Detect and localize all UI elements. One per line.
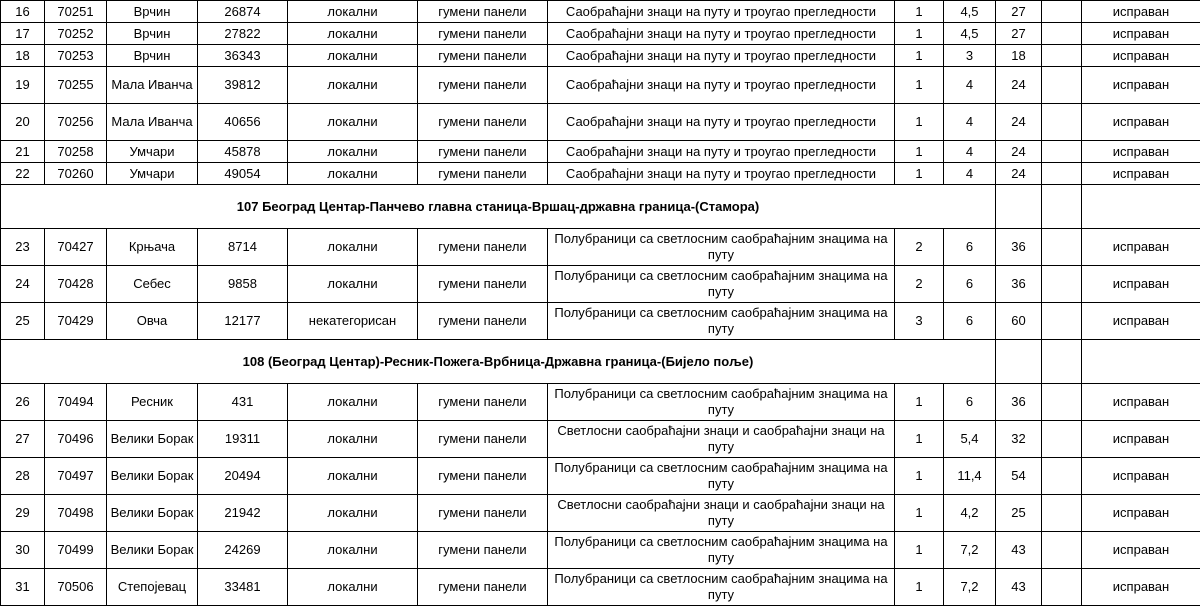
empty-cell xyxy=(996,185,1042,229)
location-cell: Степојевац xyxy=(107,569,198,606)
value-3-cell: 18 xyxy=(996,45,1042,67)
value-2-cell: 6 xyxy=(944,229,996,266)
road-category-cell: локални xyxy=(288,532,418,569)
value-2-cell: 4 xyxy=(944,67,996,104)
value-3-cell: 32 xyxy=(996,421,1042,458)
status-cell: исправан xyxy=(1082,384,1200,421)
value-2-cell: 11,4 xyxy=(944,458,996,495)
row-number-cell: 29 xyxy=(1,495,45,532)
value-2-cell: 4,5 xyxy=(944,1,996,23)
surface-type-cell: гумени панели xyxy=(418,421,548,458)
location-cell: Врчин xyxy=(107,23,198,45)
location-cell: Крњача xyxy=(107,229,198,266)
table-row xyxy=(1,532,1200,569)
location-cell: Овча xyxy=(107,303,198,340)
value-3-cell: 43 xyxy=(996,569,1042,606)
surface-type-cell: гумени панели xyxy=(418,532,548,569)
status-cell: исправан xyxy=(1082,163,1200,185)
surface-type-cell: гумени панели xyxy=(418,229,548,266)
surface-type-cell: гумени панели xyxy=(418,141,548,163)
status-cell: исправан xyxy=(1082,45,1200,67)
protection-type-cell: Полубраници са светлосним саобраћајним знацима на путу xyxy=(548,569,895,606)
road-category-cell: локални xyxy=(288,266,418,303)
status-cell: исправан xyxy=(1082,1,1200,23)
empty-cell xyxy=(1042,185,1082,229)
surface-type-cell: гумени панели xyxy=(418,495,548,532)
crossing-code-cell: 70253 xyxy=(45,45,107,67)
status-cell: исправан xyxy=(1082,421,1200,458)
section-header-row xyxy=(1,340,1200,384)
protection-type-cell: Полубраници са светлосним саобраћајним знацима на путу xyxy=(548,229,895,266)
surface-type-cell: гумени панели xyxy=(418,458,548,495)
value-1-cell: 1 xyxy=(895,67,944,104)
crossing-code-cell: 70427 xyxy=(45,229,107,266)
status-cell: исправан xyxy=(1082,266,1200,303)
row-number-cell: 28 xyxy=(1,458,45,495)
location-cell: Велики Борак xyxy=(107,421,198,458)
status-cell: исправан xyxy=(1082,67,1200,104)
road-category-cell: локални xyxy=(288,495,418,532)
value-1-cell: 1 xyxy=(895,1,944,23)
row-number-cell: 30 xyxy=(1,532,45,569)
road-category-cell: локални xyxy=(288,384,418,421)
surface-type-cell: гумени панели xyxy=(418,384,548,421)
value-1-cell: 1 xyxy=(895,384,944,421)
crossing-code-cell: 70429 xyxy=(45,303,107,340)
kilometer-cell: 27822 xyxy=(198,23,288,45)
value-1-cell: 1 xyxy=(895,163,944,185)
table-row xyxy=(1,384,1200,421)
status-cell: исправан xyxy=(1082,23,1200,45)
value-2-cell: 6 xyxy=(944,384,996,421)
road-category-cell: локални xyxy=(288,67,418,104)
empty-cell xyxy=(1042,23,1082,45)
crossing-code-cell: 70260 xyxy=(45,163,107,185)
empty-cell xyxy=(996,340,1042,384)
value-1-cell: 1 xyxy=(895,141,944,163)
crossing-code-cell: 70494 xyxy=(45,384,107,421)
empty-cell xyxy=(1042,303,1082,340)
empty-cell xyxy=(1042,229,1082,266)
crossing-code-cell: 70255 xyxy=(45,67,107,104)
value-2-cell: 6 xyxy=(944,303,996,340)
value-3-cell: 24 xyxy=(996,104,1042,141)
value-1-cell: 1 xyxy=(895,569,944,606)
value-1-cell: 1 xyxy=(895,532,944,569)
row-number-cell: 17 xyxy=(1,23,45,45)
location-cell: Умчари xyxy=(107,163,198,185)
road-category-cell: локални xyxy=(288,421,418,458)
empty-cell xyxy=(1042,67,1082,104)
section-header-row xyxy=(1,185,1200,229)
kilometer-cell: 8714 xyxy=(198,229,288,266)
section-title: 108 (Београд Центар)-Ресник-Пожега-Врбница-Државна граница-(Бијело поље) xyxy=(1,340,996,384)
road-category-cell: локални xyxy=(288,163,418,185)
crossing-code-cell: 70499 xyxy=(45,532,107,569)
empty-cell xyxy=(1042,104,1082,141)
value-2-cell: 3 xyxy=(944,45,996,67)
table-row xyxy=(1,229,1200,266)
protection-type-cell: Саобраћајни знаци на путу и троугао прегледности xyxy=(548,67,895,104)
value-1-cell: 1 xyxy=(895,495,944,532)
value-3-cell: 60 xyxy=(996,303,1042,340)
value-2-cell: 4 xyxy=(944,104,996,141)
location-cell: Мала Иванча xyxy=(107,67,198,104)
protection-type-cell: Полубраници са светлосним саобраћајним знацима на путу xyxy=(548,384,895,421)
table-row xyxy=(1,104,1200,141)
kilometer-cell: 45878 xyxy=(198,141,288,163)
kilometer-cell: 19311 xyxy=(198,421,288,458)
value-1-cell: 2 xyxy=(895,266,944,303)
value-2-cell: 6 xyxy=(944,266,996,303)
table-row xyxy=(1,141,1200,163)
kilometer-cell: 36343 xyxy=(198,45,288,67)
row-number-cell: 22 xyxy=(1,163,45,185)
status-cell: исправан xyxy=(1082,569,1200,606)
table-row xyxy=(1,23,1200,45)
protection-type-cell: Саобраћајни знаци на путу и троугао прегледности xyxy=(548,1,895,23)
value-3-cell: 27 xyxy=(996,1,1042,23)
crossing-code-cell: 70258 xyxy=(45,141,107,163)
protection-type-cell: Саобраћајни знаци на путу и троугао прегледности xyxy=(548,45,895,67)
status-cell: исправан xyxy=(1082,141,1200,163)
status-cell: исправан xyxy=(1082,104,1200,141)
status-cell: исправан xyxy=(1082,532,1200,569)
value-2-cell: 4,2 xyxy=(944,495,996,532)
protection-type-cell: Полубраници са светлосним саобраћајним знацима на путу xyxy=(548,303,895,340)
row-number-cell: 31 xyxy=(1,569,45,606)
protection-type-cell: Светлосни саобраћајни знаци и саобраћајни знаци на путу xyxy=(548,495,895,532)
road-category-cell: локални xyxy=(288,569,418,606)
kilometer-cell: 431 xyxy=(198,384,288,421)
value-3-cell: 27 xyxy=(996,23,1042,45)
kilometer-cell: 40656 xyxy=(198,104,288,141)
kilometer-cell: 26874 xyxy=(198,1,288,23)
value-1-cell: 1 xyxy=(895,458,944,495)
empty-cell xyxy=(1042,458,1082,495)
value-3-cell: 24 xyxy=(996,163,1042,185)
empty-cell xyxy=(1042,163,1082,185)
road-category-cell: локални xyxy=(288,1,418,23)
status-cell: исправан xyxy=(1082,495,1200,532)
value-2-cell: 5,4 xyxy=(944,421,996,458)
location-cell: Врчин xyxy=(107,1,198,23)
kilometer-cell: 49054 xyxy=(198,163,288,185)
protection-type-cell: Саобраћајни знаци на путу и троугао прегледности xyxy=(548,163,895,185)
empty-cell xyxy=(1042,384,1082,421)
location-cell: Ресник xyxy=(107,384,198,421)
empty-cell xyxy=(1042,495,1082,532)
empty-cell xyxy=(1042,340,1082,384)
row-number-cell: 25 xyxy=(1,303,45,340)
row-number-cell: 16 xyxy=(1,1,45,23)
empty-cell xyxy=(1042,45,1082,67)
value-2-cell: 4 xyxy=(944,163,996,185)
row-number-cell: 26 xyxy=(1,384,45,421)
crossing-code-cell: 70256 xyxy=(45,104,107,141)
kilometer-cell: 20494 xyxy=(198,458,288,495)
value-1-cell: 1 xyxy=(895,104,944,141)
value-1-cell: 1 xyxy=(895,23,944,45)
kilometer-cell: 33481 xyxy=(198,569,288,606)
location-cell: Мала Иванча xyxy=(107,104,198,141)
row-number-cell: 27 xyxy=(1,421,45,458)
table-row xyxy=(1,45,1200,67)
value-2-cell: 7,2 xyxy=(944,569,996,606)
table-row xyxy=(1,163,1200,185)
table-row xyxy=(1,458,1200,495)
status-cell: исправан xyxy=(1082,303,1200,340)
value-3-cell: 25 xyxy=(996,495,1042,532)
road-category-cell: локални xyxy=(288,229,418,266)
road-category-cell: некатегорисан xyxy=(288,303,418,340)
value-2-cell: 4,5 xyxy=(944,23,996,45)
value-2-cell: 4 xyxy=(944,141,996,163)
location-cell: Велики Борак xyxy=(107,532,198,569)
empty-cell xyxy=(1042,141,1082,163)
row-number-cell: 24 xyxy=(1,266,45,303)
road-category-cell: локални xyxy=(288,458,418,495)
value-3-cell: 24 xyxy=(996,67,1042,104)
value-3-cell: 24 xyxy=(996,141,1042,163)
value-3-cell: 36 xyxy=(996,229,1042,266)
section-title: 107 Београд Центар-Панчево главна станица-Вршац-државна граница-(Стамора) xyxy=(1,185,996,229)
value-1-cell: 1 xyxy=(895,45,944,67)
row-number-cell: 20 xyxy=(1,104,45,141)
row-number-cell: 23 xyxy=(1,229,45,266)
surface-type-cell: гумени панели xyxy=(418,163,548,185)
location-cell: Себес xyxy=(107,266,198,303)
table-row xyxy=(1,1,1200,23)
kilometer-cell: 24269 xyxy=(198,532,288,569)
location-cell: Врчин xyxy=(107,45,198,67)
surface-type-cell: гумени панели xyxy=(418,266,548,303)
protection-type-cell: Полубраници са светлосним саобраћајним знацима на путу xyxy=(548,266,895,303)
surface-type-cell: гумени панели xyxy=(418,104,548,141)
crossing-code-cell: 70428 xyxy=(45,266,107,303)
surface-type-cell: гумени панели xyxy=(418,45,548,67)
value-1-cell: 3 xyxy=(895,303,944,340)
kilometer-cell: 21942 xyxy=(198,495,288,532)
surface-type-cell: гумени панели xyxy=(418,1,548,23)
surface-type-cell: гумени панели xyxy=(418,67,548,104)
value-1-cell: 1 xyxy=(895,421,944,458)
protection-type-cell: Саобраћајни знаци на путу и троугао прегледности xyxy=(548,23,895,45)
crossing-code-cell: 70496 xyxy=(45,421,107,458)
row-number-cell: 21 xyxy=(1,141,45,163)
crossing-code-cell: 70498 xyxy=(45,495,107,532)
empty-cell xyxy=(1082,340,1200,384)
road-category-cell: локални xyxy=(288,45,418,67)
value-2-cell: 7,2 xyxy=(944,532,996,569)
protection-type-cell: Саобраћајни знаци на путу и троугао прегледности xyxy=(548,104,895,141)
protection-type-cell: Полубраници са светлосним саобраћајним знацима на путу xyxy=(548,532,895,569)
value-3-cell: 36 xyxy=(996,266,1042,303)
kilometer-cell: 12177 xyxy=(198,303,288,340)
row-number-cell: 18 xyxy=(1,45,45,67)
protection-type-cell: Полубраници са светлосним саобраћајним знацима на путу xyxy=(548,458,895,495)
table-row xyxy=(1,303,1200,340)
protection-type-cell: Саобраћајни знаци на путу и троугао прегледности xyxy=(548,141,895,163)
surface-type-cell: гумени панели xyxy=(418,569,548,606)
kilometer-cell: 9858 xyxy=(198,266,288,303)
location-cell: Велики Борак xyxy=(107,495,198,532)
location-cell: Умчари xyxy=(107,141,198,163)
kilometer-cell: 39812 xyxy=(198,67,288,104)
status-cell: исправан xyxy=(1082,458,1200,495)
road-category-cell: локални xyxy=(288,141,418,163)
status-cell: исправан xyxy=(1082,229,1200,266)
crossing-code-cell: 70497 xyxy=(45,458,107,495)
crossing-code-cell: 70251 xyxy=(45,1,107,23)
empty-cell xyxy=(1042,266,1082,303)
empty-cell xyxy=(1082,185,1200,229)
table-row xyxy=(1,421,1200,458)
value-1-cell: 2 xyxy=(895,229,944,266)
empty-cell xyxy=(1042,1,1082,23)
table-row xyxy=(1,67,1200,104)
road-category-cell: локални xyxy=(288,104,418,141)
row-number-cell: 19 xyxy=(1,67,45,104)
table-row xyxy=(1,266,1200,303)
table-row xyxy=(1,495,1200,532)
surface-type-cell: гумени панели xyxy=(418,23,548,45)
crossing-code-cell: 70506 xyxy=(45,569,107,606)
value-3-cell: 43 xyxy=(996,532,1042,569)
surface-type-cell: гумени панели xyxy=(418,303,548,340)
road-category-cell: локални xyxy=(288,23,418,45)
value-3-cell: 54 xyxy=(996,458,1042,495)
protection-type-cell: Светлосни саобраћајни знаци и саобраћајни знаци на путу xyxy=(548,421,895,458)
location-cell: Велики Борак xyxy=(107,458,198,495)
empty-cell xyxy=(1042,421,1082,458)
crossing-code-cell: 70252 xyxy=(45,23,107,45)
value-3-cell: 36 xyxy=(996,384,1042,421)
empty-cell xyxy=(1042,532,1082,569)
